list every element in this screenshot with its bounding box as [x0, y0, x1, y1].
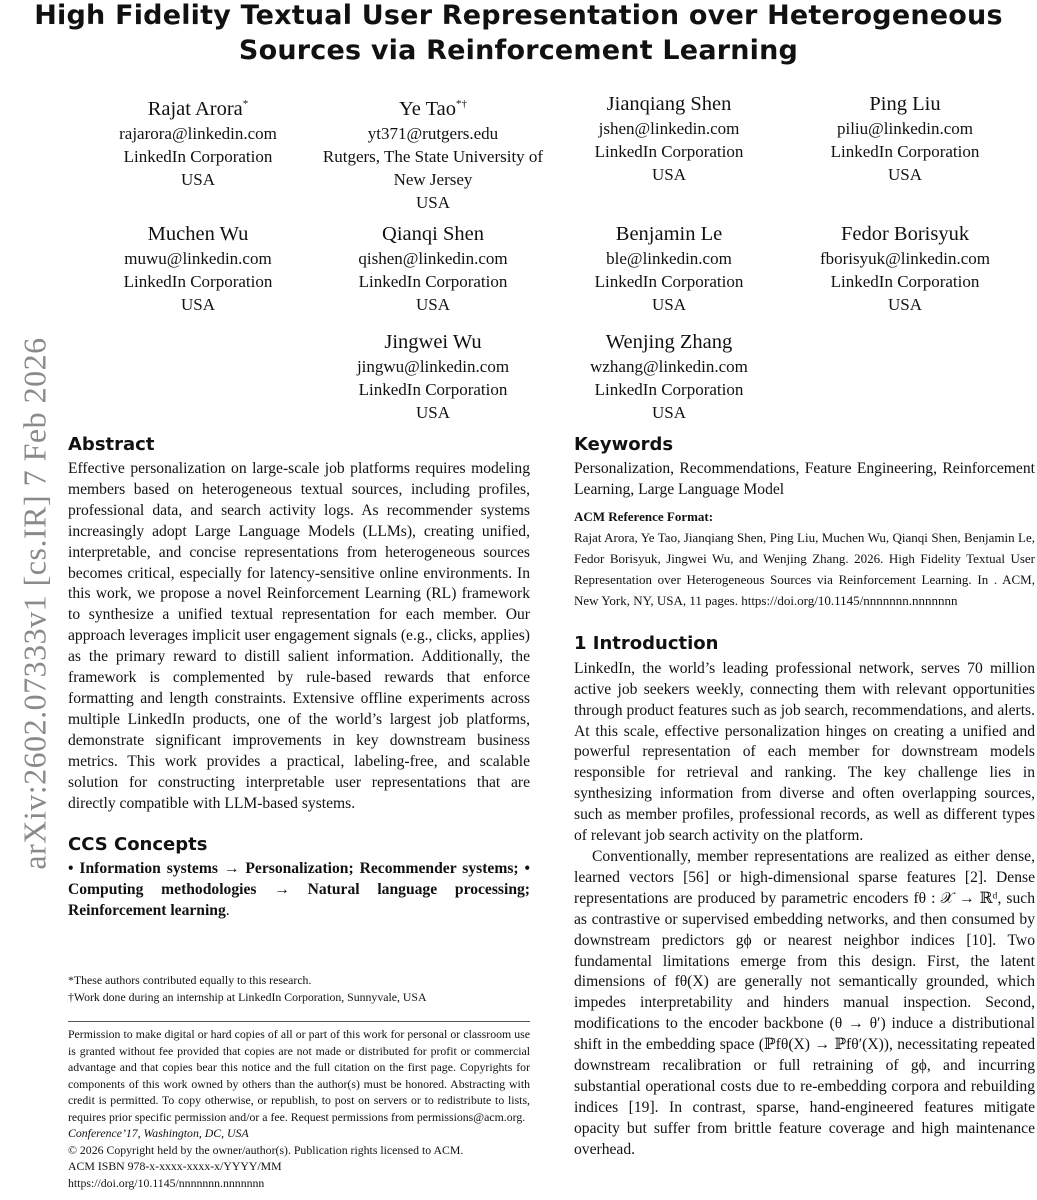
permission-text: Permission to make digital or hard copies of all or part of this work for personal or classroom use is granted without fee provided that copies are not made or distributed for profit or commercial advantage and that copies bear this notice and the full citation on the first page. Copyrights for components of this work owned by others than the author(s) must be honored. Abstracting with credit is permitted. To copy otherwise, or republish, to post on servers or to redistribute to lists, requires prior specific permission and/or a fee. Request permissions from permissions@acm.org. [68, 1027, 530, 1124]
author-name [315, 330, 551, 354]
intro-paragraph-1: LinkedIn, the world’s leading professional network, serves 70 million active job seekers weekly, connecting them with relevant opportunities through product features such as job search, recommendations, and alerts. At this scale, effective personalization hinges on creating a unified and powerful representation of each member for downstream models responsible for retrieval and ranking. The key challenge lies in synthesizing information from diverse and often overlapping sources, such as member profiles, professional records, as well as different types of relevant job search activity on the platform. [574, 659, 1035, 845]
acm-ref-heading: ACM Reference Format: [574, 508, 714, 524]
author-name-text: Muchen Wu [147, 223, 249, 245]
intro-paragraph-2: Conventionally, member representations are realized as either dense, learned vectors [56] or high-dimensional sparse features [2]. Dense representations are produced by parametric encoders fθ : 𝒳 → ℝᵈ, such as contrastive or supervised embedding networks, and then consumed by downstream predictors gϕ or nearest neighbor indices [10]. Two fundamental limitations emerge from this design. First, the latent dimensions of fθ(X) are generally not semantically grounded, which impedes interpretability and hinders manual inspection. Second, modifications to the encoder backbone (θ → θ′) induce a distributional shift in the embedding space (ℙfθ(X) → ℙfθ′(X)), necessitating repeated downstream recalibration or full retraining of gϕ, and incurring substantial operational costs due to re-embedding corpora and rebuilding indices [19]. In contrast, sparse, hand-engineered features mitigate opacity but suffer from brittle feature coverage and high maintenance overhead. [574, 847, 1035, 1158]
author-email[interactable]: jshen@linkedin.com [598, 119, 740, 138]
author [551, 92, 787, 186]
author-name [315, 222, 551, 246]
author [80, 92, 316, 191]
author-country: USA [651, 165, 686, 184]
author-email[interactable]: fborisyuk@linkedin.com [819, 249, 991, 268]
abstract-heading: Abstract [68, 434, 155, 455]
conference-info: Conference’17, Washington, DC, USA [68, 1126, 249, 1140]
acm-ref-text: Rajat Arora, Ye Tao, Jianqiang Shen, Ping Liu, Muchen Wu, Qianqi Shen, Benjamin Le, Fedor Borisyuk, Jingwei Wu, and Wenjing Zhang. 2026. High Fidelity Textual User Representation over Heterogeneous Sources via Reinforcement Learning. In . ACM, New York, NY, USA, 11 pages. https://doi.org/10.1145/nnnnnnn.nnnnnnn [574, 529, 1035, 608]
author-affiliation: LinkedIn Corporation [123, 272, 273, 291]
footnote: *These authors contributed equally to this research. [68, 973, 312, 987]
paper-title: High Fidelity Textual User Representation over Heterogeneous Sources via Reinforcement Learning [34, 0, 1003, 66]
author-country: USA [651, 403, 686, 422]
author-email[interactable]: yt371@rutgers.edu [367, 123, 499, 143]
author-country: USA [415, 295, 450, 314]
author-email[interactable]: qishen@linkedin.com [358, 249, 508, 268]
author-email[interactable]: jingwu@linkedin.com [356, 357, 510, 376]
author-email[interactable]: ble@linkedin.com [606, 249, 732, 268]
ccs-item: ; Reinforcement learning [68, 881, 530, 920]
author-name-text: Ping Liu [869, 93, 941, 115]
author [551, 330, 787, 424]
footnote: †Work done during an internship at LinkedIn Corporation, Sunnyvale, USA [68, 989, 427, 1004]
right-column [574, 433, 1035, 1161]
footnote-rule [68, 1021, 530, 1022]
ccs-item: ; Recommender systems [348, 860, 514, 878]
author-affiliation: LinkedIn Corporation [830, 142, 980, 161]
author-mark: *† [456, 98, 468, 110]
author-name [787, 222, 1023, 246]
author-country: USA [180, 295, 215, 314]
arxiv-identifier: arXiv:2602.07333v1 [cs.IR] 7 Feb 2026 [16, 337, 53, 870]
author-country: USA [651, 295, 686, 314]
author-affiliation: LinkedIn Corporation [358, 272, 508, 291]
author-name [787, 92, 1023, 116]
intro-heading: 1 Introduction [574, 632, 719, 654]
author-name [551, 222, 787, 246]
author-affiliation: LinkedIn Corporation [358, 380, 508, 399]
author-name [551, 330, 787, 354]
author-name-text: Benjamin Le [615, 223, 723, 245]
ccs-item: → Natural language processing [256, 881, 525, 899]
author-country: USA [887, 295, 922, 314]
author [787, 222, 1023, 316]
ccs-heading: CCS Concepts [68, 834, 208, 856]
author [315, 92, 551, 214]
author-affiliation: LinkedIn Corporation [594, 272, 744, 291]
author-name-text: Fedor Borisyuk [840, 223, 970, 245]
author-name [80, 92, 316, 121]
doi-link[interactable]: https://doi.org/10.1145/nnnnnnn.nnnnnnn [68, 1175, 265, 1190]
keywords-heading: Keywords [574, 434, 674, 455]
author-country: USA [180, 169, 215, 189]
abstract-text: Effective personalization on large-scale job platforms requires modeling members based on heterogeneous textual sources, including profiles, professional data, and search activity logs. As recommender systems increasingly adopt Large Language Models (LLMs), creating unified, interpretable, and concise representations from heterogeneous sources becomes critical, especially for latency-sensitive online environments. In this work, we propose a novel Reinforcement Learning (RL) framework to synthesize a unified textual representation for each member. Our approach leverages implicit user engagement signals (e.g., clicks, applies) as the primary reward to distill salient information. Additionally, the framework is complemented by rule-based rewards that enforce formatting and length constraints. Extensive offline experiments across multiple LinkedIn products, one of the world’s largest job platforms, demonstrate significant improvements in key downstream business metrics. This work provides a practical, labeling-free, and scalable solution for constructing interpretable user representations that are directly compatible with LLM-based systems. [68, 460, 530, 812]
author-affiliation: LinkedIn Corporation [594, 142, 744, 161]
author-affiliation: LinkedIn Corporation [830, 272, 980, 291]
author-name [80, 222, 316, 246]
left-column [68, 433, 530, 922]
author-email[interactable]: muwu@linkedin.com [124, 249, 272, 268]
author [315, 330, 551, 424]
isbn-line: ACM ISBN 978-x-xxxx-xxxx-x/YYYY/MM [68, 1159, 282, 1173]
author-name [315, 92, 551, 121]
author-name-text: Qianqi Shen [382, 223, 484, 245]
author-email[interactable]: wzhang@linkedin.com [590, 357, 748, 376]
ccs-item: ; • Computing methodologies [68, 860, 530, 899]
author-affiliation: LinkedIn Corporation [594, 380, 744, 399]
author-mark: * [242, 98, 249, 110]
author-name [551, 92, 787, 116]
author-name-text: Jianqiang Shen [606, 93, 732, 115]
ccs-concepts [68, 859, 530, 922]
author-affiliation: Rutgers, The State University of New Jersey [322, 146, 544, 189]
author-name-text: Ye Tao [398, 97, 457, 120]
author-name-text: Rajat Arora [147, 97, 243, 120]
copyright-line: © 2026 Copyright held by the owner/author(s). Publication rights licensed to ACM. [68, 1142, 464, 1157]
author-email[interactable]: piliu@linkedin.com [836, 119, 974, 138]
author-country: USA [415, 192, 450, 212]
author [80, 222, 316, 316]
author-name-text: Wenjing Zhang [605, 331, 733, 353]
author-country: USA [887, 165, 922, 184]
ccs-item: → Personalization [217, 860, 349, 878]
permission-block [68, 1026, 530, 1191]
author-email[interactable]: rajarora@linkedin.com [119, 123, 277, 143]
ccs-item: • Information systems [68, 860, 218, 878]
ccs-item: . [225, 902, 230, 920]
footnotes [68, 972, 530, 1005]
author [315, 222, 551, 316]
author-affiliation: LinkedIn Corporation [123, 146, 273, 166]
author [551, 222, 787, 316]
author-country: USA [415, 403, 450, 422]
author [787, 92, 1023, 186]
keywords-text: Personalization, Recommendations, Feature Engineering, Reinforcement Learning, Large Language Model [574, 460, 1035, 498]
author-name-text: Jingwei Wu [384, 331, 482, 353]
